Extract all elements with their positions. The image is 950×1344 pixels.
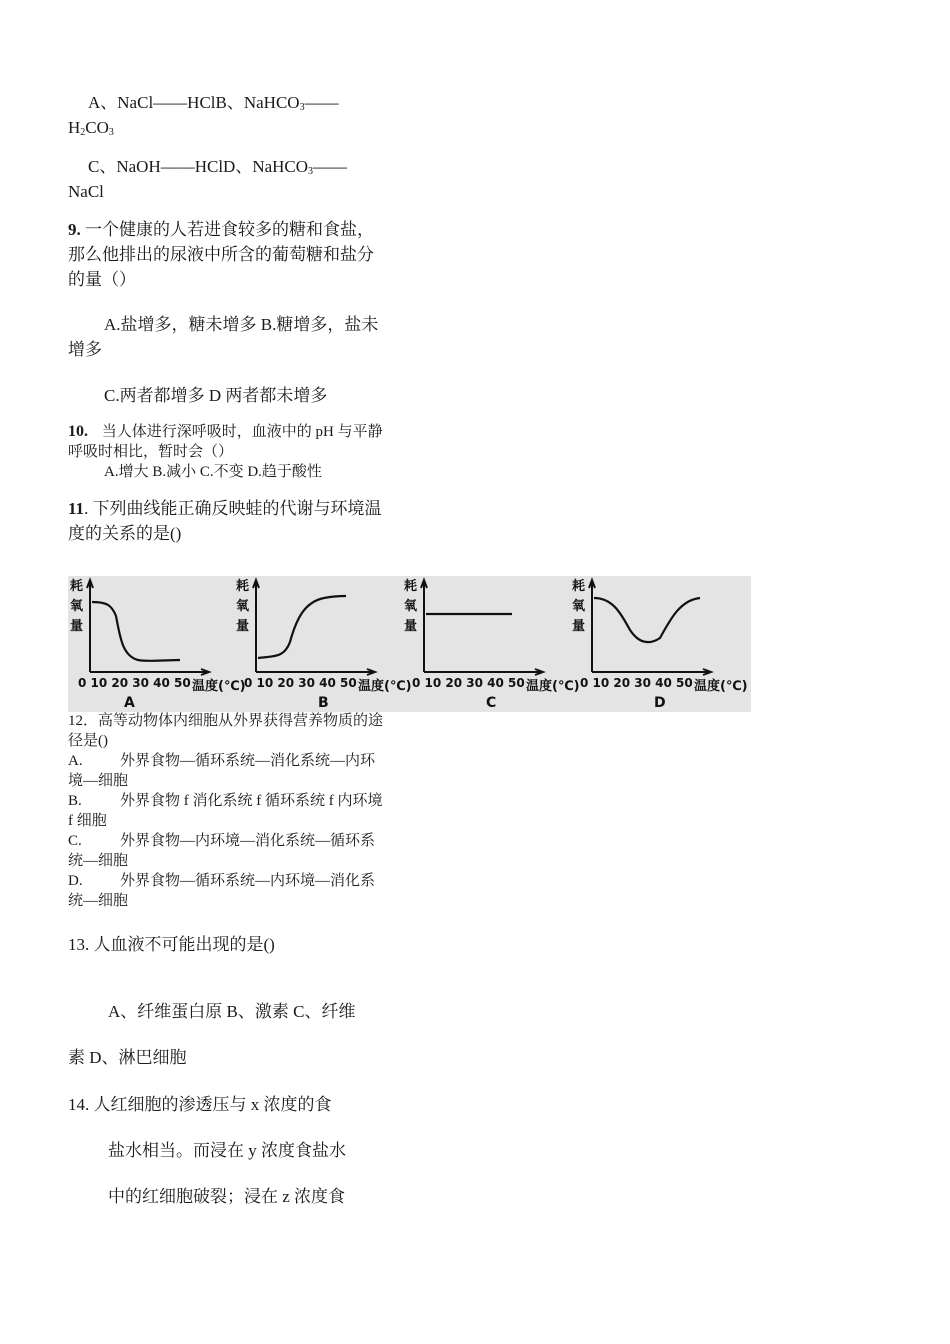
y-axis-label-char: 量	[404, 619, 418, 634]
question-10-number: 10.	[68, 423, 88, 440]
curve-D	[594, 598, 700, 642]
question-12	[68, 711, 388, 911]
y-axis-label-char: 量	[572, 619, 586, 634]
x-axis-label: 温度(℃)	[358, 679, 412, 694]
graphs-svg	[68, 576, 751, 712]
q8-line3: C、NaOH——HClD、NaHCO$_3$——	[88, 157, 348, 177]
oxygen-temperature-graphs	[68, 576, 751, 712]
question-14-line2: 盐水相当。而浸在 y 浓度食盐水	[108, 1141, 346, 1160]
question-12-option-a: A. 外界食物—循环系统—消化系统—内环境—细胞	[68, 753, 376, 789]
question-11	[68, 496, 388, 546]
question-12-option-b: B. 外界食物 f 消化系统 f 循环系统 f 内环境 f 细胞	[68, 793, 383, 829]
q8-options-cd	[68, 154, 388, 204]
y-axis-label-char: 氧	[404, 599, 418, 614]
q8-line2: $H_2CO_3$	[68, 118, 114, 138]
question-12-option-c: C. 外界食物—内环境—消化系统—循环系统—细胞	[68, 833, 376, 869]
question-11-stem: . 下列曲线能正确反映蛙的代谢与环境温度的关系的是()	[68, 499, 382, 543]
question-13-stem: 13. 人血液不可能出现的是()	[68, 935, 275, 954]
panel-letter-A: A	[124, 695, 135, 711]
x-axis-label: 温度(℃)	[192, 679, 246, 694]
question-10-options: A.增大 B.减小 C.不变 D.趋于酸性	[104, 464, 322, 480]
q8-line1: A、NaCl——HClB、NaHCO$_3$——	[88, 93, 339, 113]
question-14-line1: 14. 人红细胞的渗透压与 x 浓度的食	[68, 1095, 332, 1114]
x-tick-labels: 0 10 20 30 40 50	[244, 676, 357, 690]
x-axis-label: 温度(℃)	[526, 679, 580, 694]
y-axis-label-char: 氧	[70, 599, 84, 614]
y-axis-label-char: 氧	[236, 599, 250, 614]
question-9-stem: 一个健康的人若进食较多的糖和食盐，那么他排出的尿液中所含的葡萄糖和盐分的量（）	[68, 220, 374, 289]
question-9	[68, 217, 388, 292]
y-axis-label-char: 氧	[572, 599, 586, 614]
x-tick-labels: 0 10 20 30 40 50	[78, 676, 191, 690]
panel-letter-C: C	[486, 695, 497, 711]
question-9-options-cd: C.两者都增多 D 两者都未增多	[104, 386, 328, 405]
curve-A	[92, 602, 180, 661]
question-14-line3: 中的红细胞破裂；浸在 z 浓度食	[108, 1187, 346, 1206]
x-axis-label: 温度(℃)	[694, 679, 748, 694]
y-axis-label-char: 耗	[236, 579, 250, 594]
y-axis-label-char: 耗	[572, 579, 586, 594]
panel-letter-D: D	[654, 695, 666, 711]
question-12-stem: 12．高等动物体内细胞从外界获得营养物质的途径是()	[68, 713, 384, 749]
question-9-options-ab: A.盐增多，糖未增多 B.糖增多，盐未增多	[68, 315, 379, 359]
q8-line4: NaCl	[68, 182, 104, 201]
q8-options	[68, 90, 388, 140]
question-12-option-d: D. 外界食物—循环系统—内环境—消化系统—细胞	[68, 873, 376, 909]
question-13-options-1: A、纤维蛋白原 B、激素 C、纤维	[108, 1002, 356, 1021]
panel-letter-B: B	[318, 695, 329, 711]
y-axis-label-char: 量	[236, 619, 250, 634]
question-10	[68, 422, 388, 482]
question-11-number: 11	[68, 499, 85, 518]
x-tick-labels: 0 10 20 30 40 50	[412, 676, 525, 690]
x-tick-labels: 0 10 20 30 40 50	[580, 676, 693, 690]
question-10-stem: 当人体进行深呼吸时，血液中的 pH 与平静呼吸时相比，暂时会（）	[68, 424, 383, 460]
question-13-options-2: 素 D、淋巴细胞	[68, 1048, 187, 1067]
y-axis-label-char: 耗	[404, 579, 418, 594]
y-axis-label-char: 量	[70, 619, 84, 634]
curve-B	[258, 596, 346, 658]
question-9-number: 9.	[68, 220, 81, 239]
y-axis-label-char: 耗	[70, 579, 84, 594]
